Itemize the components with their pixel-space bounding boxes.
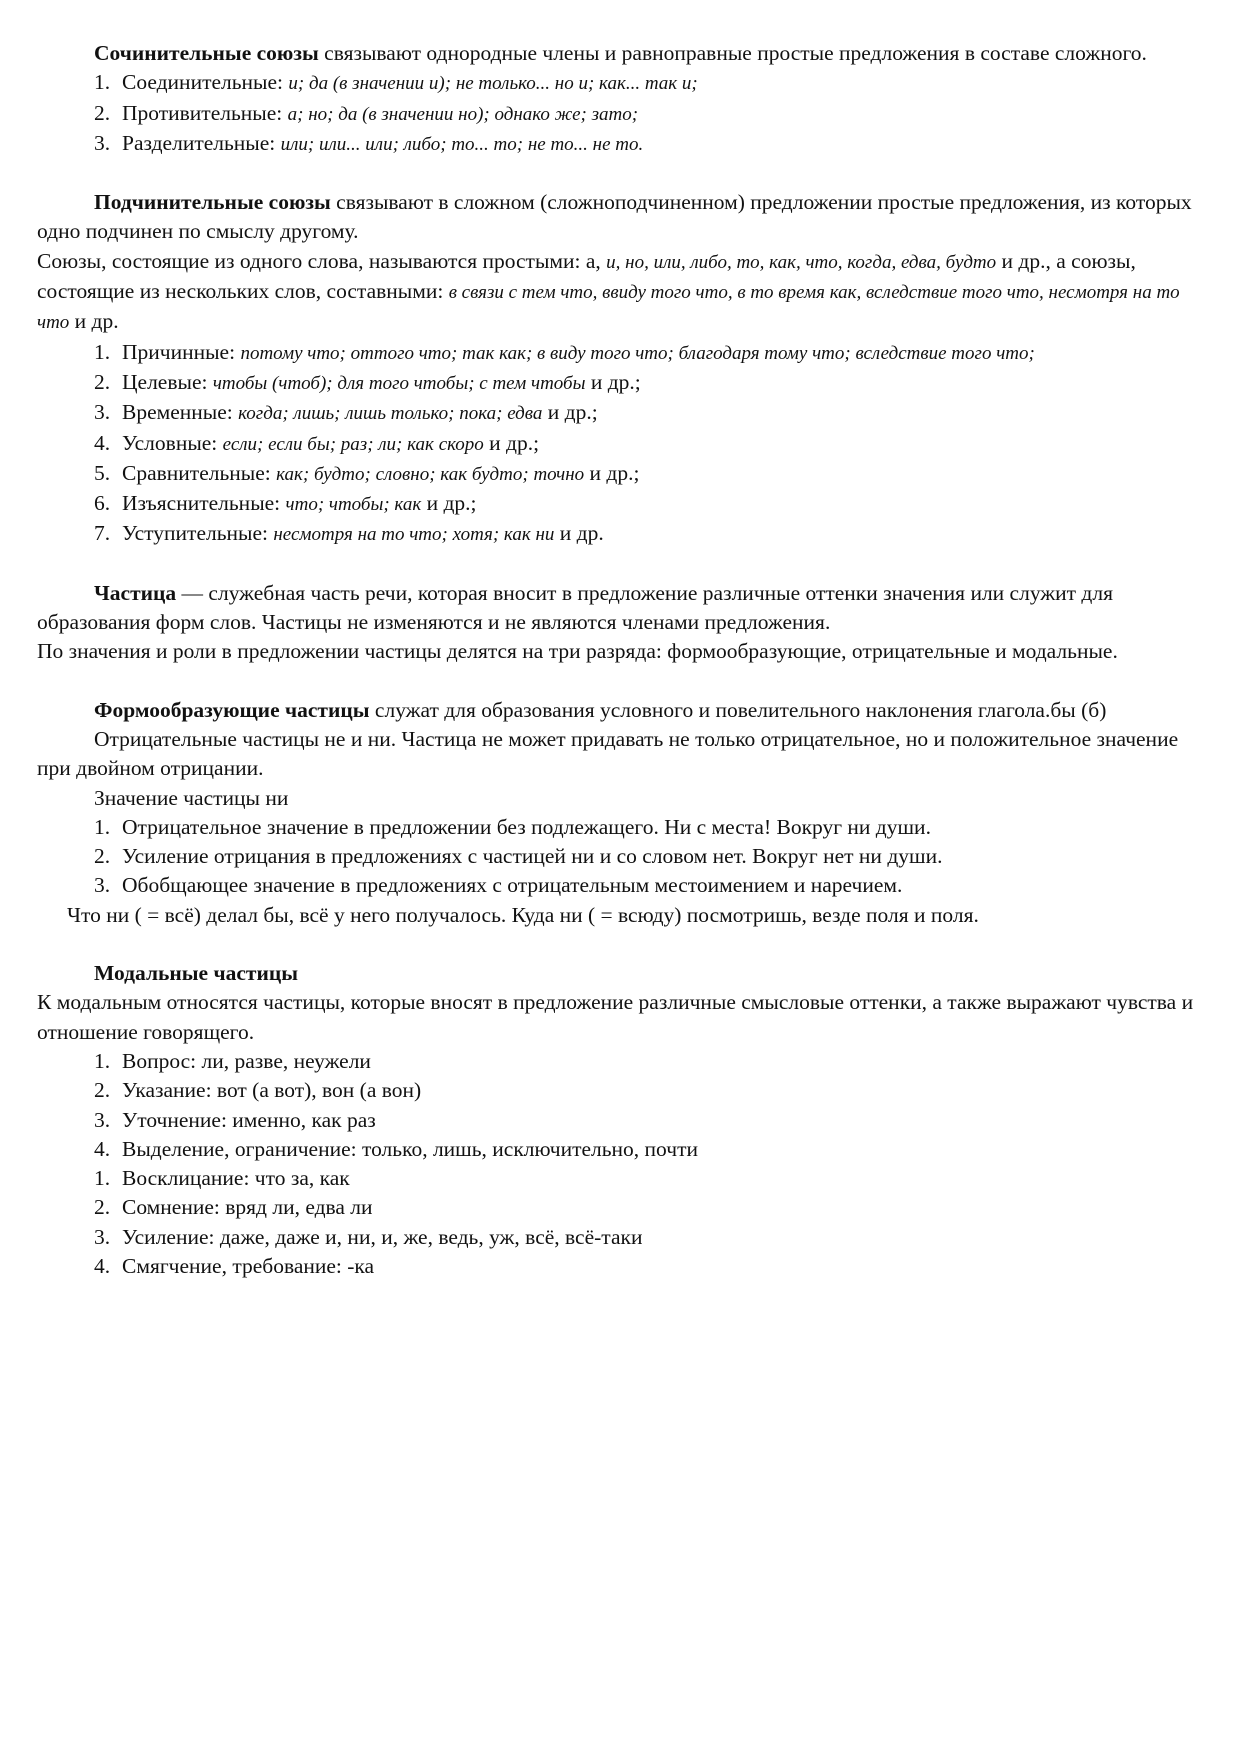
- ni-meaning-heading: Значение частицы ни: [94, 785, 289, 810]
- simple-compound-paragraph: Союзы, состоящие из одного слова, называются простыми: а, и, но, или, либо, то, как, что, когда, едва, будто и др., а союзы, состоящие из нескольких слов, составными: в связи с тем что, ввиду того что, в то время как, вследствие того что, несмотря на то что и др.: [37, 248, 1180, 334]
- section-form-particles: [37, 696, 1207, 930]
- term-coordinating: Сочинительные союзы: [94, 41, 319, 65]
- list-item: 7. Уступительные: несмотря на то что; хотя; как ни и др.: [94, 521, 604, 546]
- list-item: 3. Разделительные: или; или... или; либо; то... то; не то... не то.: [94, 130, 644, 155]
- list-item: 3. Обобщающее значение в предложениях с отрицательным местоимением и наречием.: [94, 873, 903, 898]
- list-item: 4. Смягчение, требование: -ка: [94, 1253, 375, 1278]
- coordinating-list: [37, 68, 1207, 159]
- term-form-particles: Формообразующие частицы: [94, 697, 370, 722]
- list-item: 3. Усиление: даже, даже и, ни, и, же, ведь, уж, всё, всё-таки: [94, 1224, 643, 1249]
- ni-example: Что ни ( = всё) делал бы, всё у него получалось. Куда ни ( = всюду) посмотришь, везде поля и поля.: [67, 902, 979, 927]
- list-item: 1. Отрицательное значение в предложении без подлежащего. Ни с места! Вокруг ни души.: [94, 814, 931, 839]
- section-subordinating-conjunctions: [37, 188, 1207, 550]
- list-item: 2. Усиление отрицания в предложениях с частицей ни и со словом нет. Вокруг нет ни души.: [94, 844, 943, 869]
- list-item: 1. Соединительные: и; да (в значении и); не только... но и; как... так и;: [94, 70, 698, 95]
- list-item: 2. Противительные: а; но; да (в значении но); однако же; зато;: [94, 100, 639, 125]
- form-particles-definition: Формообразующие частицы служат для образования условного и повелительного наклонения глагола.бы (б): [94, 697, 1107, 722]
- particle-definition: Частица — служебная часть речи, которая вносит в предложение различные оттенки значения или служит для образования форм слов. Частицы не изменяются и не являются членами предложения.: [37, 580, 1113, 635]
- modal-particles-list: [37, 1047, 1207, 1281]
- list-item: 2. Целевые: чтобы (чтоб); для того чтобы; с тем чтобы и др.;: [94, 369, 641, 394]
- list-item: 4. Выделение, ограничение: только, лишь, исключительно, почти: [94, 1136, 698, 1161]
- list-item: 4. Условные: если; если бы; раз; ли; как скоро и др.;: [94, 430, 540, 455]
- list-item: 6. Изъяснительные: что; чтобы; как и др.;: [94, 491, 477, 516]
- list-item: 5. Сравнительные: как; будто; словно; как будто; точно и др.;: [94, 460, 640, 485]
- coordinating-definition: Сочинительные союзы связывают однородные члены и равноправные простые предложения в составе сложного.: [94, 41, 1147, 65]
- term-particle: Частица: [94, 580, 177, 605]
- subordinating-definition: Подчинительные союзы связывают в сложном (сложноподчиненном) предложении простые предложения, из которых одно подчинен по смыслу другому.: [37, 190, 1192, 244]
- list-item: 1. Восклицание: что за, как: [94, 1166, 350, 1191]
- list-item: 2. Указание: вот (а вот), вон (а вон): [94, 1078, 422, 1103]
- term-subordinating: Подчинительные союзы: [94, 190, 331, 215]
- ni-meaning-list: [37, 813, 1207, 901]
- section-particle: [37, 579, 1207, 667]
- section-coordinating-conjunctions: [37, 39, 1207, 159]
- list-item: 3. Уточнение: именно, как раз: [94, 1107, 376, 1132]
- document-page: [37, 39, 1207, 1281]
- list-item: 1. Вопрос: ли, разве, неужели: [94, 1048, 371, 1073]
- subordinating-list: [37, 338, 1207, 550]
- list-item: 2. Сомнение: вряд ли, едва ли: [94, 1195, 373, 1220]
- list-item: 3. Временные: когда; лишь; лишь только; пока; едва и др.;: [94, 400, 598, 425]
- particle-categories: По значения и роли в предложении частицы делятся на три разряда: формообразующие, отрицательные и модальные.: [37, 639, 1118, 664]
- negative-particles-paragraph: Отрицательные частицы не и ни. Частица не может придавать не только отрицательное, но и положительное значение при двойном отрицании.: [37, 726, 1179, 781]
- section-modal-particles: [37, 959, 1207, 1281]
- modal-particles-heading: [37, 959, 1207, 988]
- term-modal-particles: Модальные частицы: [94, 961, 299, 986]
- modal-particles-definition: К модальным относятся частицы, которые вносят в предложение различные смысловые оттенки, а также выражают чувства и отношение говорящего.: [37, 990, 1194, 1044]
- list-item: 1. Причинные: потому что; оттого что; так как; в виду того что; благодаря тому что; вследствие того что;: [94, 339, 1035, 364]
